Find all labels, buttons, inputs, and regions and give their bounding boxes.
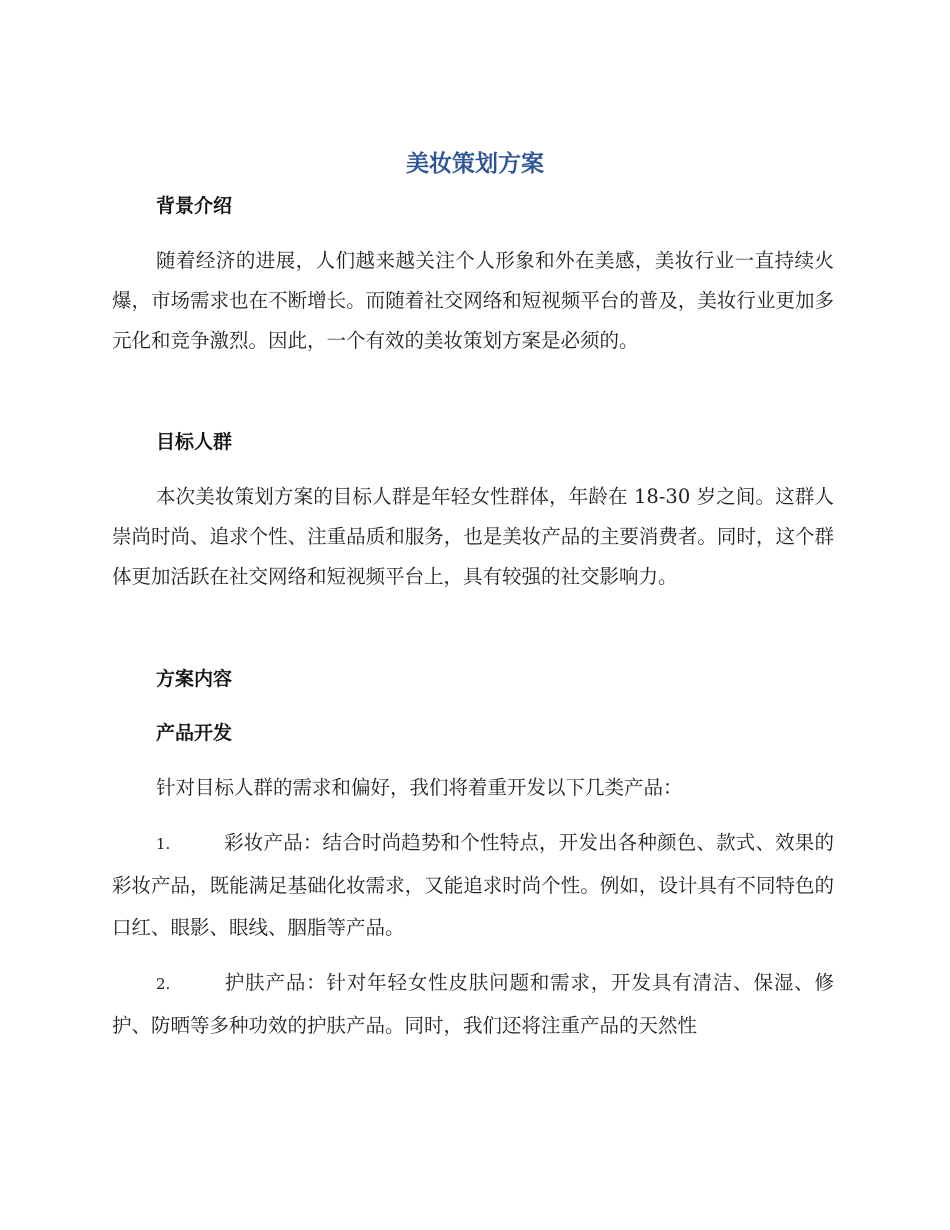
paragraph-background: 随着经济的进展，人们越来越关注个人形象和外在美感，美妆行业一直持续火爆，市场需求也在不断增长。而随着社交网络和短视频平台的普及，美妆行业更加多元化和竞争激烈。因此，一个有效的美妆策划方案是必须的。 [112,249,834,352]
list-item [112,822,834,949]
list-item-text: 彩妆产品：结合时尚趋势和个性特点，开发出各种颜色、款式、效果的彩妆产品，既能满足基础化妆需求，又能追求时尚个性。例如，设计具有不同特色的口红、眼影、眼线、胭脂等产品。 [112,831,834,939]
document-title: 美妆策划方案 [406,151,544,177]
list-item-number: 1. [156,835,171,853]
paragraph-product-intro: 针对目标人群的需求和偏好，我们将着重开发以下几类产品： [156,776,683,799]
list-item-text: 护肤产品：针对年轻女性皮肤问题和需求，开发具有清洁、保湿、修护、防晒等多种功效的护肤产品。同时，我们还将注重产品的天然性 [112,971,834,1037]
heading-product: 产品开发 [156,722,233,744]
heading-content: 方案内容 [156,668,233,690]
heading-background: 背景介绍 [156,195,233,217]
list-item-number: 2. [156,975,171,993]
paragraph-target: 本次美妆策划方案的目标人群是年轻女性群体，年龄在 18-30 岁之间。这群人崇尚时尚、追求个性、注重品质和服务，也是美妆产品的主要消费者。同时，这个群体更加活跃在社交网络和短视频平台上，具有较强的社交影响力。 [112,485,834,588]
list-item [112,962,834,1047]
heading-target: 目标人群 [156,431,233,453]
